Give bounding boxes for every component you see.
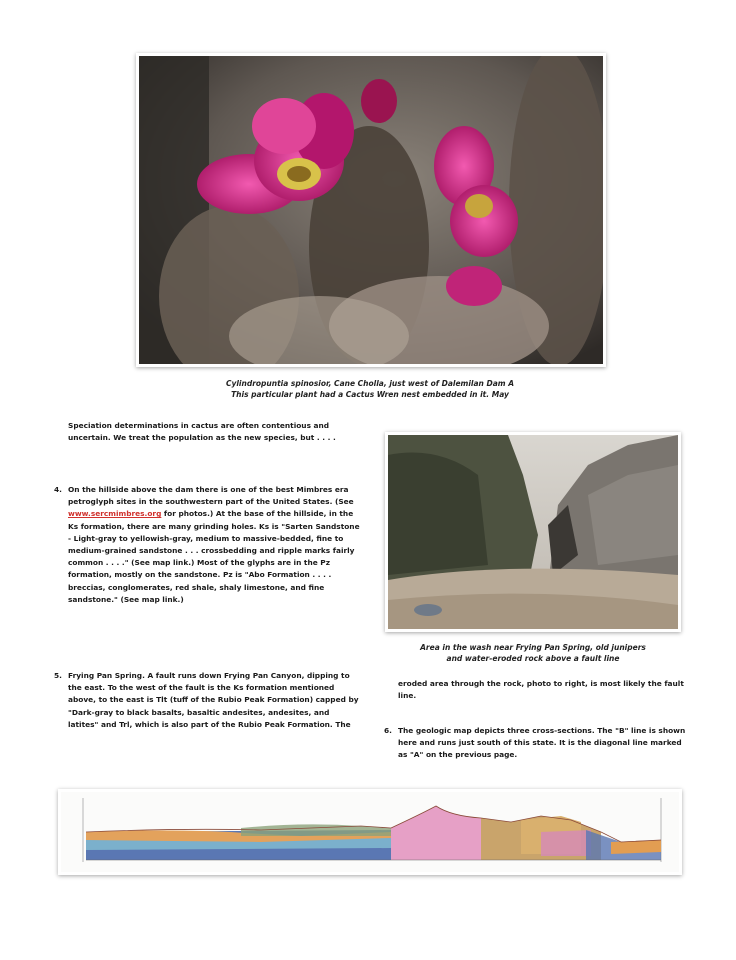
- item-4-paragraph: 4. On the hillside above the dam there is one of the best Mimbres era petroglyph sites in the southwestern part of the United States. (See www.sercmimbres.org for photos.) At the base of the hillside, in the Ks formation, there are many grinding holes. Ks is "Sarten Sandstone - Light-gray to yellowish-gray, medium to massive-bedded, fine to medium-grained sandstone . . . crossbedding and ripple marks fairly common . . . ." (See map link.) Most of the glyphs are in the Pz formation, mostly on the sandstone. Pz is "Abo Formation . . . . breccias, conglomerates, red shale, shaly limestone, and fine sandstone." (See map link.): [54, 485, 360, 604]
- canyon-wash-image: [388, 435, 678, 629]
- wash-photo: [385, 432, 681, 632]
- cross-section-figure: [58, 789, 682, 875]
- item-5-paragraph: 5. Frying Pan Spring. A fault runs down Frying Pan Canyon, dipping to the east. To the west of the fault is the Ks formation mentioned above, to the east is Tlt (tuff of the Rubio Peak Formation) capped by "Dark-gray to black basalts, basaltic andesites, andesites, and latites" and Trl, which is also part of the Rubio Peak Formation. The: [54, 671, 359, 729]
- item-6-paragraph: 6. The geologic map depicts three cross-sections. The "B" line is shown here and runs just south of this state. It is the diagonal line marked as "A" on the previous page.: [384, 726, 686, 760]
- wash-caption: Area in the wash near Frying Pan Spring, old junipers and water-eroded rock above a fault line: [420, 643, 646, 663]
- item-6-number: 6.: [384, 726, 392, 735]
- cactus-photo: [136, 53, 606, 367]
- item-4-number: 4.: [54, 485, 62, 494]
- intro-paragraph: Speciation determinations in cactus are often contentious and uncertain. We treat the population as the new species, but . . . .: [68, 421, 336, 443]
- item-5-number: 5.: [54, 671, 62, 680]
- mimbres-website-link[interactable]: www.sercmimbres.org: [68, 509, 162, 519]
- cactus-flower-image: [139, 56, 603, 364]
- right-continuation-paragraph: eroded area through the rock, photo to right, is most likely the fault line.: [398, 679, 684, 701]
- cactus-caption: Cylindropuntia spinosior, Cane Cholla, just west of Dalemilan Dam A This particular plant had a Cactus Wren nest embedded in it. May: [225, 379, 515, 399]
- geologic-cross-section-image: [61, 792, 679, 872]
